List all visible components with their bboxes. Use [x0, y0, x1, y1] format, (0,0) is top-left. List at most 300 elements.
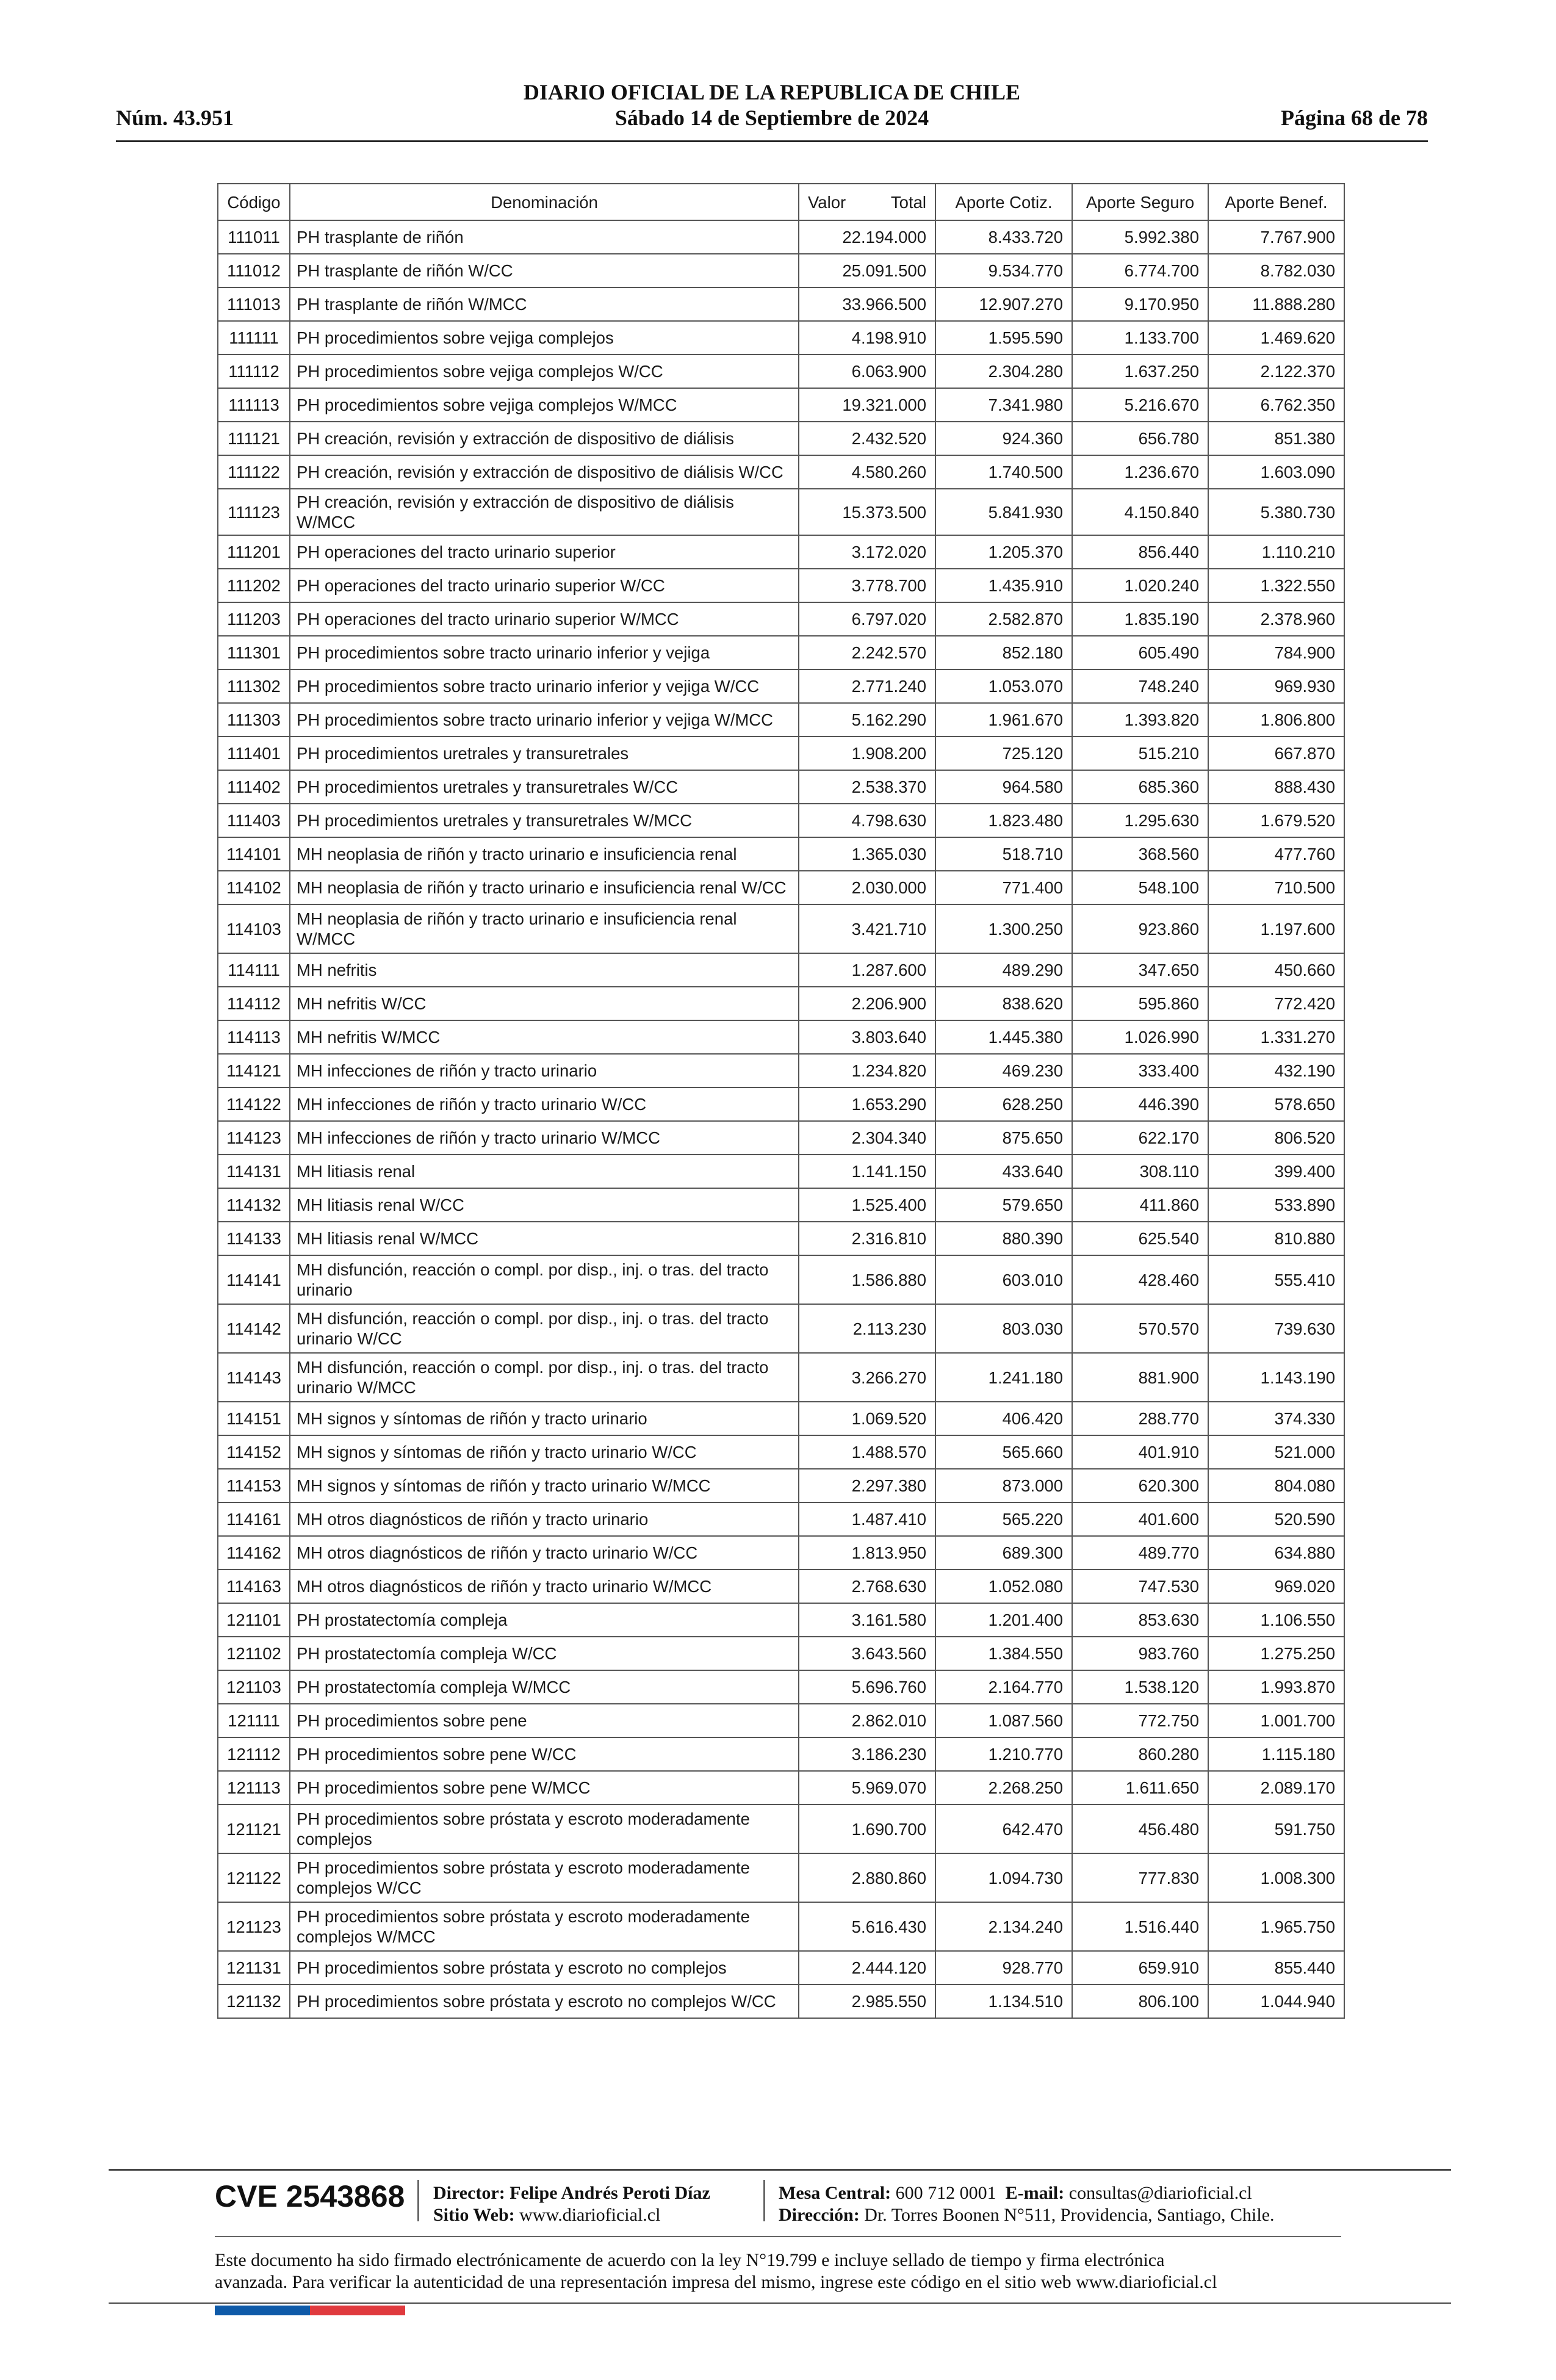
table-row: [218, 321, 1344, 355]
cell-code: 121131: [218, 1951, 290, 1985]
cell-name: MH neoplasia de riñón y tracto urinario e insuficiencia renal W/CC: [290, 871, 799, 904]
cell-aporte-cotiz: 1.205.370: [935, 535, 1072, 569]
header-seguro: Aporte Seguro: [1072, 184, 1208, 220]
cell-aporte-cotiz: 1.961.670: [935, 703, 1072, 737]
table-row: [218, 388, 1344, 422]
cell-name: PH procedimientos sobre vejiga complejos W/MCC: [290, 388, 799, 422]
cell-aporte-cotiz: 1.134.510: [935, 1985, 1072, 2018]
cell-name: MH neoplasia de riñón y tracto urinario e insuficiencia renal: [290, 837, 799, 871]
cell-valor-total: 1.525.400: [799, 1188, 935, 1222]
cell-code: 111123: [218, 489, 290, 535]
cell-aporte-cotiz: 628.250: [935, 1087, 1072, 1121]
table-row: [218, 804, 1344, 837]
cell-aporte-seguro: 570.570: [1072, 1304, 1208, 1353]
cell-name: PH prostatectomía compleja W/MCC: [290, 1670, 799, 1704]
mesa-phone: 600 712 0001: [895, 2183, 996, 2203]
cell-aporte-cotiz: 1.201.400: [935, 1603, 1072, 1637]
cell-aporte-cotiz: 2.164.770: [935, 1670, 1072, 1704]
cell-aporte-cotiz: 518.710: [935, 837, 1072, 871]
cell-aporte-seguro: 748.240: [1072, 669, 1208, 703]
cell-code: 114121: [218, 1054, 290, 1087]
cell-aporte-benef: 969.020: [1208, 1570, 1344, 1603]
cell-name: PH trasplante de riñón W/CC: [290, 254, 799, 287]
cell-code: 111201: [218, 535, 290, 569]
cell-aporte-seguro: 806.100: [1072, 1985, 1208, 2018]
footer-bottom-divider: [109, 2302, 1451, 2304]
cell-code: 111011: [218, 220, 290, 254]
table-row: [218, 1020, 1344, 1054]
cell-aporte-seguro: 548.100: [1072, 871, 1208, 904]
cell-valor-total: 19.321.000: [799, 388, 935, 422]
cell-name: MH litiasis renal W/MCC: [290, 1222, 799, 1255]
website-link[interactable]: www.diarioficial.cl: [519, 2205, 661, 2225]
table-row: [218, 1704, 1344, 1737]
cell-aporte-cotiz: 2.134.240: [935, 1902, 1072, 1951]
cell-code: 121132: [218, 1985, 290, 2018]
cell-valor-total: 2.030.000: [799, 871, 935, 904]
cell-aporte-seguro: 620.300: [1072, 1469, 1208, 1502]
cell-aporte-benef: 5.380.730: [1208, 489, 1344, 535]
cell-aporte-benef: 634.880: [1208, 1536, 1344, 1570]
tariff-table-container: [217, 183, 1344, 2019]
cell-code: 114153: [218, 1469, 290, 1502]
email-link[interactable]: consultas@diarioficial.cl: [1068, 2183, 1252, 2203]
table-row: [218, 1853, 1344, 1902]
cell-aporte-seguro: 983.760: [1072, 1637, 1208, 1670]
cell-code: 111013: [218, 287, 290, 321]
cell-name: MH disfunción, reacción o compl. por disp., inj. o tras. del tracto urinario: [290, 1255, 799, 1304]
cell-aporte-benef: 1.469.620: [1208, 321, 1344, 355]
cell-valor-total: 3.803.640: [799, 1020, 935, 1054]
cell-name: MH signos y síntomas de riñón y tracto urinario W/MCC: [290, 1469, 799, 1502]
cell-code: 111301: [218, 636, 290, 669]
cell-valor-total: 2.432.520: [799, 422, 935, 455]
cell-aporte-seguro: 5.216.670: [1072, 388, 1208, 422]
legal-line: Este documento ha sido firmado electrónicamente de acuerdo con la ley N°19.799 e incluye sellado de tiempo y firma electrónica: [215, 2250, 1165, 2270]
cell-aporte-cotiz: 924.360: [935, 422, 1072, 455]
cell-code: 114113: [218, 1020, 290, 1054]
cell-code: 114152: [218, 1435, 290, 1469]
cell-code: 121101: [218, 1603, 290, 1637]
cell-aporte-benef: 7.767.900: [1208, 220, 1344, 254]
cell-aporte-seguro: 856.440: [1072, 535, 1208, 569]
cell-code: 114111: [218, 953, 290, 987]
cell-name: PH procedimientos sobre próstata y escroto no complejos W/CC: [290, 1985, 799, 2018]
cell-aporte-benef: 1.044.940: [1208, 1985, 1344, 2018]
cell-aporte-cotiz: 725.120: [935, 737, 1072, 770]
cell-aporte-cotiz: 565.220: [935, 1502, 1072, 1536]
table-row: [218, 1570, 1344, 1603]
cell-code: 114101: [218, 837, 290, 871]
cell-valor-total: 2.538.370: [799, 770, 935, 804]
cell-code: 121111: [218, 1704, 290, 1737]
cell-aporte-seguro: 595.860: [1072, 987, 1208, 1020]
cell-name: PH procedimientos sobre tracto urinario inferior y vejiga W/MCC: [290, 703, 799, 737]
cell-aporte-cotiz: 489.290: [935, 953, 1072, 987]
table-row: [218, 220, 1344, 254]
cell-aporte-cotiz: 12.907.270: [935, 287, 1072, 321]
cell-code: 114123: [218, 1121, 290, 1155]
cell-name: PH procedimientos uretrales y transuretrales W/MCC: [290, 804, 799, 837]
cell-valor-total: 2.985.550: [799, 1985, 935, 2018]
cell-valor-total: 1.234.820: [799, 1054, 935, 1087]
address-label: Dirección:: [779, 2205, 860, 2225]
cell-valor-total: 1.908.200: [799, 737, 935, 770]
table-row: [218, 569, 1344, 602]
cell-valor-total: 2.880.860: [799, 1853, 935, 1902]
cell-aporte-benef: 1.110.210: [1208, 535, 1344, 569]
cell-aporte-seguro: 368.560: [1072, 837, 1208, 871]
cell-aporte-benef: 450.660: [1208, 953, 1344, 987]
cell-valor-total: 2.771.240: [799, 669, 935, 703]
cell-name: PH creación, revisión y extracción de dispositivo de diálisis W/MCC: [290, 489, 799, 535]
cell-aporte-seguro: 656.780: [1072, 422, 1208, 455]
cell-aporte-seguro: 401.910: [1072, 1435, 1208, 1469]
cell-code: 111111: [218, 321, 290, 355]
tariff-table: [217, 183, 1345, 2019]
cell-aporte-benef: 1.679.520: [1208, 804, 1344, 837]
cell-aporte-seguro: 1.538.120: [1072, 1670, 1208, 1704]
table-row: [218, 1502, 1344, 1536]
cell-name: PH procedimientos sobre tracto urinario inferior y vejiga: [290, 636, 799, 669]
cell-name: PH creación, revisión y extracción de dispositivo de diálisis: [290, 422, 799, 455]
table-row: [218, 1805, 1344, 1853]
cell-aporte-benef: 578.650: [1208, 1087, 1344, 1121]
cell-aporte-cotiz: 1.241.180: [935, 1353, 1072, 1402]
cell-code: 121102: [218, 1637, 290, 1670]
cell-aporte-cotiz: 2.582.870: [935, 602, 1072, 636]
cell-valor-total: 4.798.630: [799, 804, 935, 837]
cell-aporte-seguro: 853.630: [1072, 1603, 1208, 1637]
cell-aporte-seguro: 456.480: [1072, 1805, 1208, 1853]
cell-name: PH prostatectomía compleja W/CC: [290, 1637, 799, 1670]
cell-valor-total: 1.069.520: [799, 1402, 935, 1435]
header-benef: Aporte Benef.: [1208, 184, 1344, 220]
cell-aporte-benef: 1.197.600: [1208, 904, 1344, 953]
cell-code: 121112: [218, 1737, 290, 1771]
cell-valor-total: 2.297.380: [799, 1469, 935, 1502]
cell-aporte-cotiz: 928.770: [935, 1951, 1072, 1985]
cell-code: 121123: [218, 1902, 290, 1951]
cell-aporte-benef: 1.008.300: [1208, 1853, 1344, 1902]
cell-aporte-seguro: 1.835.190: [1072, 602, 1208, 636]
cell-valor-total: 15.373.500: [799, 489, 935, 535]
cell-name: PH procedimientos sobre próstata y escroto no complejos: [290, 1951, 799, 1985]
cell-code: 111303: [218, 703, 290, 737]
cell-code: 111203: [218, 602, 290, 636]
cell-valor-total: 2.444.120: [799, 1951, 935, 1985]
cell-aporte-cotiz: 880.390: [935, 1222, 1072, 1255]
cell-aporte-seguro: 1.637.250: [1072, 355, 1208, 388]
cell-code: 121113: [218, 1771, 290, 1805]
cell-code: 114161: [218, 1502, 290, 1536]
cell-aporte-benef: 806.520: [1208, 1121, 1344, 1155]
cell-valor-total: 2.862.010: [799, 1704, 935, 1737]
table-row: [218, 1054, 1344, 1087]
table-row: [218, 1155, 1344, 1188]
legal-line: avanzada. Para verificar la autenticidad de una representación impresa del mismo, ingrese este código en el sitio web www.diarioficial.cl: [215, 2272, 1217, 2292]
cell-valor-total: 3.778.700: [799, 569, 935, 602]
cell-code: 114141: [218, 1255, 290, 1304]
cell-name: MH neoplasia de riñón y tracto urinario e insuficiencia renal W/MCC: [290, 904, 799, 953]
cell-name: PH procedimientos sobre vejiga complejos W/CC: [290, 355, 799, 388]
cell-aporte-seguro: 1.133.700: [1072, 321, 1208, 355]
cell-aporte-benef: 374.330: [1208, 1402, 1344, 1435]
cell-code: 114162: [218, 1536, 290, 1570]
cell-name: PH creación, revisión y extracción de dispositivo de diálisis W/CC: [290, 455, 799, 489]
cell-code: 111202: [218, 569, 290, 602]
header-valor-total: [799, 184, 935, 220]
cell-code: 111012: [218, 254, 290, 287]
cell-aporte-seguro: 923.860: [1072, 904, 1208, 953]
cell-aporte-cotiz: 1.384.550: [935, 1637, 1072, 1670]
table-row: [218, 602, 1344, 636]
cell-aporte-seguro: 777.830: [1072, 1853, 1208, 1902]
issue-date: Sábado 14 de Septiembre de 2024: [614, 106, 929, 130]
cell-aporte-cotiz: 1.052.080: [935, 1570, 1072, 1603]
cell-code: 111122: [218, 455, 290, 489]
cell-name: PH operaciones del tracto urinario superior: [290, 535, 799, 569]
cell-valor-total: 1.813.950: [799, 1536, 935, 1570]
cell-name: MH disfunción, reacción o compl. por disp., inj. o tras. del tracto urinario W/CC: [290, 1304, 799, 1353]
cell-aporte-benef: 1.806.800: [1208, 703, 1344, 737]
cell-code: 111113: [218, 388, 290, 422]
table-row: [218, 871, 1344, 904]
cell-valor-total: 5.696.760: [799, 1670, 935, 1704]
cell-valor-total: 1.690.700: [799, 1805, 935, 1853]
cell-aporte-seguro: 659.910: [1072, 1951, 1208, 1985]
email-label: E-mail:: [1005, 2183, 1065, 2203]
cell-aporte-seguro: 9.170.950: [1072, 287, 1208, 321]
cell-aporte-benef: 739.630: [1208, 1304, 1344, 1353]
cell-aporte-benef: 432.190: [1208, 1054, 1344, 1087]
cell-aporte-cotiz: 8.433.720: [935, 220, 1072, 254]
cell-aporte-benef: 1.322.550: [1208, 569, 1344, 602]
cell-name: MH signos y síntomas de riñón y tracto urinario: [290, 1402, 799, 1435]
cell-aporte-benef: 1.993.870: [1208, 1670, 1344, 1704]
table-row: [218, 1402, 1344, 1435]
table-row: [218, 837, 1344, 871]
cell-name: PH procedimientos sobre próstata y escroto moderadamente complejos W/CC: [290, 1853, 799, 1902]
cell-aporte-benef: 1.965.750: [1208, 1902, 1344, 1951]
cell-aporte-benef: 533.890: [1208, 1188, 1344, 1222]
cell-code: 114103: [218, 904, 290, 953]
cell-code: 114163: [218, 1570, 290, 1603]
cell-aporte-cotiz: 433.640: [935, 1155, 1072, 1188]
table-row: [218, 636, 1344, 669]
cell-aporte-benef: 784.900: [1208, 636, 1344, 669]
footer-separator: [763, 2180, 765, 2221]
cell-aporte-cotiz: 852.180: [935, 636, 1072, 669]
cell-aporte-benef: 555.410: [1208, 1255, 1344, 1304]
cell-name: PH procedimientos sobre tracto urinario inferior y vejiga W/CC: [290, 669, 799, 703]
cell-code: 111302: [218, 669, 290, 703]
cell-aporte-cotiz: 875.650: [935, 1121, 1072, 1155]
cell-aporte-cotiz: 1.087.560: [935, 1704, 1072, 1737]
cell-code: 114133: [218, 1222, 290, 1255]
cell-aporte-benef: 667.870: [1208, 737, 1344, 770]
cell-aporte-benef: 969.930: [1208, 669, 1344, 703]
legal-notice: [215, 2249, 1362, 2293]
cell-aporte-seguro: 1.236.670: [1072, 455, 1208, 489]
cell-code: 114142: [218, 1304, 290, 1353]
cell-code: 114151: [218, 1402, 290, 1435]
table-row: [218, 1435, 1344, 1469]
flag-stripe-blue: [215, 2306, 310, 2315]
table-row: [218, 1737, 1344, 1771]
cell-aporte-cotiz: 873.000: [935, 1469, 1072, 1502]
cell-aporte-cotiz: 642.470: [935, 1805, 1072, 1853]
table-row: [218, 1469, 1344, 1502]
cell-aporte-seguro: 347.650: [1072, 953, 1208, 987]
cell-aporte-seguro: 625.540: [1072, 1222, 1208, 1255]
cell-aporte-benef: 1.275.250: [1208, 1637, 1344, 1670]
table-row: [218, 1222, 1344, 1255]
table-row: [218, 422, 1344, 455]
cell-aporte-benef: 399.400: [1208, 1155, 1344, 1188]
cell-aporte-benef: 8.782.030: [1208, 254, 1344, 287]
cell-aporte-benef: 1.115.180: [1208, 1737, 1344, 1771]
cell-aporte-seguro: 860.280: [1072, 1737, 1208, 1771]
cell-code: 111112: [218, 355, 290, 388]
cell-code: 114112: [218, 987, 290, 1020]
header-valor: Valor: [808, 192, 846, 212]
page-header: [116, 74, 1428, 143]
cell-code: 111401: [218, 737, 290, 770]
table-row: [218, 1951, 1344, 1985]
cell-aporte-cotiz: 9.534.770: [935, 254, 1072, 287]
cell-valor-total: 2.206.900: [799, 987, 935, 1020]
cell-valor-total: 5.969.070: [799, 1771, 935, 1805]
cell-valor-total: 3.421.710: [799, 904, 935, 953]
cell-name: MH litiasis renal: [290, 1155, 799, 1188]
website-label: Sitio Web:: [433, 2205, 515, 2225]
cell-aporte-benef: 477.760: [1208, 837, 1344, 871]
cell-aporte-seguro: 308.110: [1072, 1155, 1208, 1188]
cell-aporte-seguro: 446.390: [1072, 1087, 1208, 1121]
cell-name: MH nefritis: [290, 953, 799, 987]
cell-aporte-benef: 772.420: [1208, 987, 1344, 1020]
cell-aporte-benef: 520.590: [1208, 1502, 1344, 1536]
cell-aporte-cotiz: 579.650: [935, 1188, 1072, 1222]
cell-code: 121103: [218, 1670, 290, 1704]
table-row: [218, 1255, 1344, 1304]
table-row: [218, 987, 1344, 1020]
table-row: [218, 1637, 1344, 1670]
issue-number: Núm. 43.951: [116, 106, 234, 130]
cell-valor-total: 2.113.230: [799, 1304, 935, 1353]
table-body: [218, 220, 1344, 2018]
cell-name: PH procedimientos sobre próstata y escroto moderadamente complejos W/MCC: [290, 1902, 799, 1951]
cell-code: 111403: [218, 804, 290, 837]
cell-name: MH litiasis renal W/CC: [290, 1188, 799, 1222]
cell-name: MH signos y síntomas de riñón y tracto urinario W/CC: [290, 1435, 799, 1469]
header-code: Código: [218, 184, 290, 220]
cell-code: 121121: [218, 1805, 290, 1853]
cell-aporte-cotiz: 1.595.590: [935, 321, 1072, 355]
cell-aporte-benef: 2.122.370: [1208, 355, 1344, 388]
table-header-row: [218, 184, 1344, 220]
cell-aporte-seguro: 5.992.380: [1072, 220, 1208, 254]
address-value: Dr. Torres Boonen N°511, Providencia, Santiago, Chile.: [864, 2205, 1275, 2225]
cell-aporte-cotiz: 1.210.770: [935, 1737, 1072, 1771]
cell-aporte-cotiz: 406.420: [935, 1402, 1072, 1435]
cell-aporte-seguro: 401.600: [1072, 1502, 1208, 1536]
cell-valor-total: 2.316.810: [799, 1222, 935, 1255]
header-cotiz: Aporte Cotiz.: [935, 184, 1072, 220]
cell-valor-total: 25.091.500: [799, 254, 935, 287]
cell-aporte-seguro: 622.170: [1072, 1121, 1208, 1155]
cell-aporte-seguro: 333.400: [1072, 1054, 1208, 1087]
cell-code: 114132: [218, 1188, 290, 1222]
table-row: [218, 1121, 1344, 1155]
cell-valor-total: 2.304.340: [799, 1121, 935, 1155]
cell-valor-total: 1.487.410: [799, 1502, 935, 1536]
footer-separator: [417, 2180, 419, 2221]
table-row: [218, 737, 1344, 770]
table-row: [218, 535, 1344, 569]
cell-valor-total: 2.768.630: [799, 1570, 935, 1603]
table-row: [218, 1985, 1344, 2018]
cell-name: PH procedimientos uretrales y transuretrales W/CC: [290, 770, 799, 804]
cell-aporte-cotiz: 603.010: [935, 1255, 1072, 1304]
cell-name: PH procedimientos sobre pene: [290, 1704, 799, 1737]
cell-valor-total: 3.186.230: [799, 1737, 935, 1771]
cell-aporte-seguro: 685.360: [1072, 770, 1208, 804]
flag-stripe-red: [310, 2306, 405, 2315]
mesa-label: Mesa Central:: [779, 2183, 891, 2203]
cell-aporte-cotiz: 803.030: [935, 1304, 1072, 1353]
cell-aporte-seguro: 772.750: [1072, 1704, 1208, 1737]
cell-aporte-cotiz: 565.660: [935, 1435, 1072, 1469]
publication-title: DIARIO OFICIAL DE LA REPUBLICA DE CHILE: [523, 80, 1021, 104]
cell-valor-total: 1.653.290: [799, 1087, 935, 1121]
cell-aporte-benef: 521.000: [1208, 1435, 1344, 1469]
cell-name: MH infecciones de riñón y tracto urinario W/MCC: [290, 1121, 799, 1155]
table-row: [218, 1771, 1344, 1805]
cell-aporte-seguro: 1.295.630: [1072, 804, 1208, 837]
cell-code: 114122: [218, 1087, 290, 1121]
cell-aporte-cotiz: 1.053.070: [935, 669, 1072, 703]
cell-aporte-seguro: 411.860: [1072, 1188, 1208, 1222]
cell-valor-total: 3.266.270: [799, 1353, 935, 1402]
cell-aporte-seguro: 428.460: [1072, 1255, 1208, 1304]
cell-valor-total: 3.161.580: [799, 1603, 935, 1637]
cell-aporte-benef: 1.001.700: [1208, 1704, 1344, 1737]
table-row: [218, 953, 1344, 987]
cell-code: 114131: [218, 1155, 290, 1188]
cell-valor-total: 6.063.900: [799, 355, 935, 388]
cell-aporte-benef: 2.089.170: [1208, 1771, 1344, 1805]
table-row: [218, 669, 1344, 703]
cell-aporte-cotiz: 469.230: [935, 1054, 1072, 1087]
cell-code: 111402: [218, 770, 290, 804]
contact-block: [779, 2182, 1275, 2226]
cell-aporte-cotiz: 838.620: [935, 987, 1072, 1020]
cell-aporte-seguro: 605.490: [1072, 636, 1208, 669]
cell-code: 114143: [218, 1353, 290, 1402]
table-row: [218, 1188, 1344, 1222]
cell-valor-total: 33.966.500: [799, 287, 935, 321]
cell-aporte-seguro: 1.020.240: [1072, 569, 1208, 602]
cell-valor-total: 4.198.910: [799, 321, 935, 355]
cell-aporte-cotiz: 5.841.930: [935, 489, 1072, 535]
director-block: [433, 2182, 710, 2226]
cell-aporte-benef: 810.880: [1208, 1222, 1344, 1255]
cell-aporte-cotiz: 964.580: [935, 770, 1072, 804]
cell-code: 114102: [218, 871, 290, 904]
cell-aporte-seguro: 288.770: [1072, 1402, 1208, 1435]
